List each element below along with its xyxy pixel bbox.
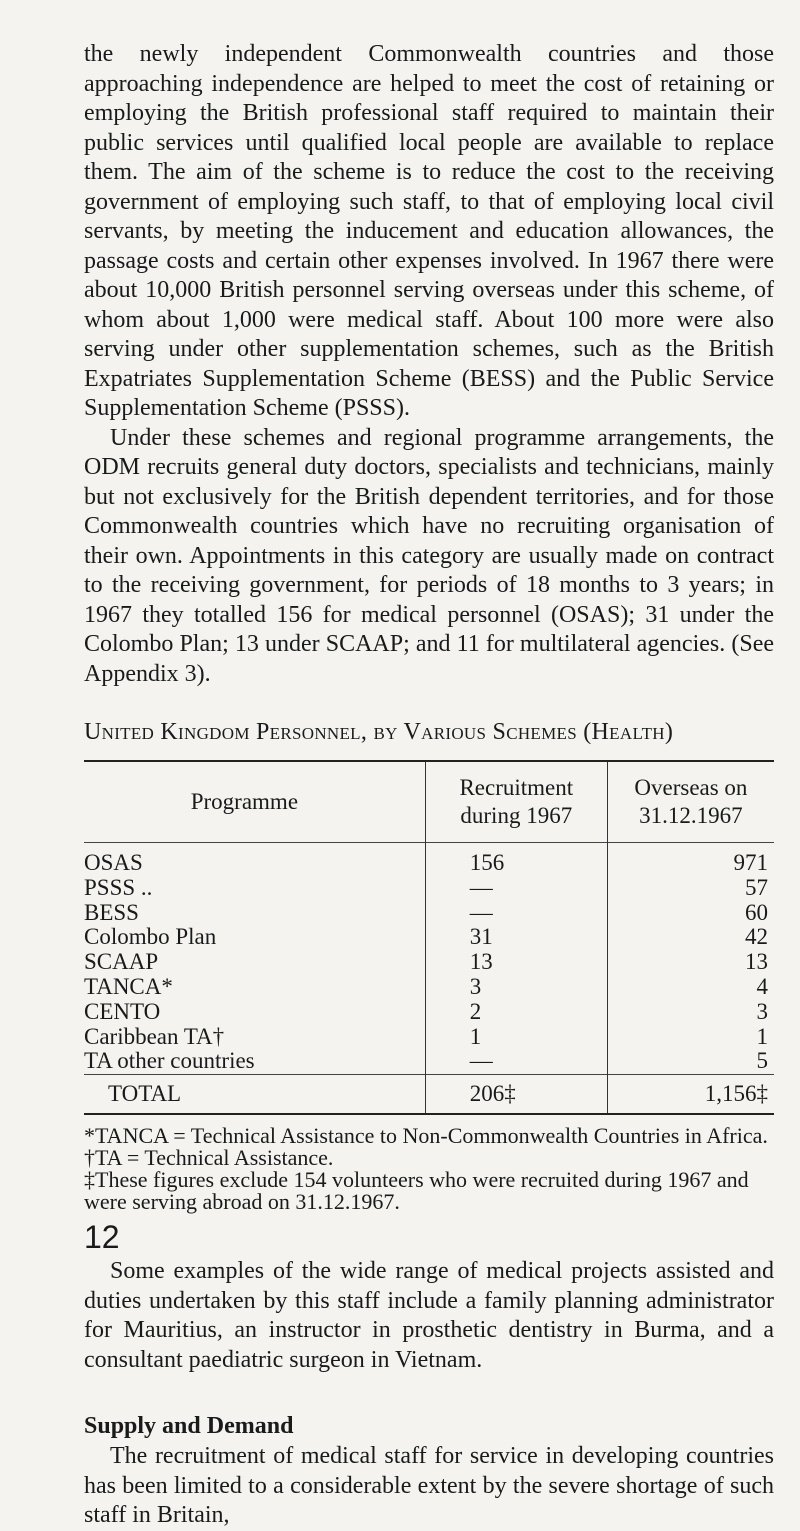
table-row: [84, 876, 774, 901]
footnote-ta: †TA = Technical Assistance.: [84, 1145, 334, 1171]
table-row: [84, 975, 774, 1000]
row-overseas: 57: [745, 874, 768, 900]
header-overseas-line2: 31.12.1967: [639, 803, 743, 828]
header-overseas: [607, 762, 774, 843]
personnel-table: [84, 762, 774, 1113]
table-row: [84, 1000, 774, 1025]
row-programme: BESS: [84, 899, 139, 925]
row-programme: TANCA*: [84, 973, 173, 999]
row-programme: PSSS ..: [84, 874, 153, 900]
table-row: [84, 925, 774, 950]
table-row: [84, 1049, 774, 1074]
table-row: [84, 950, 774, 975]
row-overseas: 971: [733, 850, 768, 875]
row-overseas: 42: [745, 924, 768, 950]
total-recruitment: 206‡: [425, 1075, 607, 1113]
row-recruitment: —: [425, 876, 607, 901]
row-recruitment: 31: [425, 925, 607, 950]
footnote-volunteers: ‡These figures exclude 154 volunteers who were recruited during 1967 and were serving abroad on 31.12.1967.: [84, 1167, 749, 1215]
row-overseas: 60: [745, 899, 768, 925]
row-recruitment: 2: [425, 1000, 607, 1025]
row-programme: TA other countries: [84, 1048, 255, 1074]
footnotes: [84, 1125, 774, 1213]
row-recruitment: 1: [425, 1025, 607, 1050]
table-row: [84, 901, 774, 926]
row-programme: CENTO: [84, 998, 161, 1024]
table-row: [84, 1025, 774, 1050]
page-number: 12: [84, 1219, 120, 1255]
body-paragraph-1: the newly independent Commonwealth countries and those approaching independence are helped to meet the cost of retaining or employing the British professional staff required to maintain their public services until qualified local people are available to replace them. The aim of the scheme is to reduce the cost to the receiving government of employing such staff, to that of employing local civil servants, by meeting the inducement and education allowances, the passage costs and certain other expenses involved. In 1967 there were about 10,000 British personnel serving overseas under this scheme, of whom about 1,000 were medical staff. About 100 more were also serving under other supplementation schemes, such as the British Expatriates Supplementation Scheme (BESS) and the Public Service Supplementation Scheme (PSSS).: [84, 41, 774, 421]
row-recruitment: 13: [425, 950, 607, 975]
row-programme: OSAS: [84, 850, 143, 875]
row-overseas: 4: [756, 973, 768, 999]
row-recruitment: 156: [425, 843, 607, 876]
page-content: [84, 40, 774, 1531]
section-heading: Supply and Demand: [84, 1413, 294, 1440]
header-recruitment-line1: Recruitment: [459, 775, 574, 800]
table-header-row: [84, 762, 774, 843]
row-recruitment: —: [425, 1049, 607, 1074]
header-recruitment: [425, 762, 607, 843]
header-recruitment-line2: during 1967: [460, 803, 573, 828]
row-programme: Colombo Plan: [84, 924, 217, 950]
table-bottom-rule: [84, 1113, 774, 1115]
body-paragraph-3: Some examples of the wide range of medical projects assisted and duties undertaken by this staff include a family planning administrator for Mauritius, an instructor in prosthetic dentistry in Burma, and a consultant paediatric surgeon in Vietnam.: [84, 1258, 774, 1373]
table-row: [84, 843, 774, 876]
header-overseas-line1: Overseas on: [634, 775, 748, 800]
row-overseas: 5: [756, 1048, 768, 1074]
row-overseas: 3: [756, 998, 768, 1024]
footnote-tanca: *TANCA = Technical Assistance to Non-Commonwealth Countries in Africa.: [84, 1123, 768, 1149]
table-title: United Kingdom Personnel, by Various Schemes (Health): [84, 719, 674, 745]
row-recruitment: 3: [425, 975, 607, 1000]
body-paragraph-2: Under these schemes and regional programme arrangements, the ODM recruits general duty doctors, specialists and technicians, mainly but not exclusively for the British dependent territories, and for those Commonwealth countries which have no recruiting organisation of their own. Appointments in this category are usually made on contract to the receiving government, for periods of 18 months to 3 years; in 1967 they totalled 156 for medical personnel (OSAS); 31 under the Colombo Plan; 13 under SCAAP; and 11 for multilateral agencies. (See Appendix 3).: [84, 424, 774, 687]
row-recruitment: —: [425, 901, 607, 926]
header-programme: Programme: [190, 789, 299, 814]
body-paragraph-4: The recruitment of medical staff for service in developing countries has been limited to a considerable extent by the severe shortage of such staff in Britain,: [84, 1443, 774, 1529]
row-overseas: 13: [745, 949, 768, 975]
total-overseas: 1,156‡: [704, 1081, 768, 1107]
total-row: [84, 1075, 774, 1113]
row-overseas: 1: [756, 1023, 768, 1049]
row-programme: SCAAP: [84, 949, 159, 975]
row-programme: Caribbean TA†: [84, 1023, 225, 1049]
total-label: TOTAL: [108, 1081, 182, 1107]
